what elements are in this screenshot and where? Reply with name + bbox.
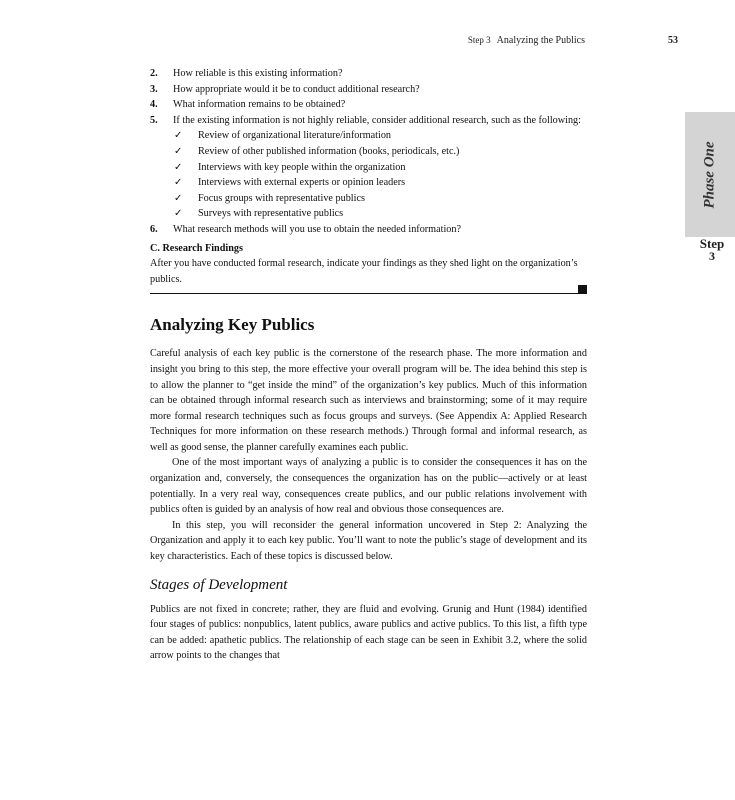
- question-list: [150, 66, 587, 128]
- body-paragraph: Careful analysis of each key public is the cornerstone of the research phase. The more information and insight you bring to this step, the more effective your overall program will be. The idea behind this step is to allow the planner to “get inside the mind” of the organization’s key publics. Much of this information can be obtained through informal research such as interviews and brainstorming; some of it may require more formal research techniques such as focus groups and surveys. (See Appendix A: Applied Research Techniques for more information on these research methods.) Through formal and informal research, as well as good sense, the planner carefully examines each public.: [150, 348, 587, 453]
- question-text: What information remains to be obtained?: [173, 99, 346, 111]
- checklist-item: [150, 191, 587, 207]
- research-findings-heading: C. Research Findings: [150, 242, 243, 254]
- step-marker-number: 3: [709, 249, 715, 263]
- question-text: How appropriate would it be to conduct additional research?: [173, 83, 420, 95]
- checkmark-icon: ✓: [174, 130, 183, 142]
- question-number: 4.: [150, 99, 158, 111]
- page-number: 53: [668, 35, 678, 46]
- running-header: [150, 35, 680, 51]
- checkmark-icon: ✓: [174, 145, 183, 157]
- checklist-item: [150, 175, 587, 191]
- checkmark-icon: ✓: [174, 177, 183, 189]
- question-text: If the existing information is not highly reliable, consider additional research, such as the following:: [173, 114, 581, 126]
- research-checklist: [150, 128, 587, 222]
- question-item: [150, 222, 587, 238]
- checklist-item: [150, 206, 587, 222]
- question-text: What research methods will you use to obtain the needed information?: [173, 223, 461, 235]
- checkmark-icon: ✓: [174, 161, 183, 173]
- checklist-text: Surveys with representative publics: [198, 208, 344, 220]
- question-item: [150, 113, 587, 129]
- subsection-heading: Stages of Development: [150, 576, 288, 593]
- question-number: 3.: [150, 83, 158, 95]
- research-findings-text: After you have conducted formal research, indicate your findings as they shed light on the organization’s publics.: [150, 258, 578, 285]
- checklist-item: [150, 128, 587, 144]
- question-text: How reliable is this existing information?: [173, 68, 343, 79]
- checkmark-icon: ✓: [174, 208, 183, 220]
- checklist-text: Review of other published information (books, periodicals, etc.): [198, 145, 460, 157]
- checkmark-icon: ✓: [174, 192, 183, 204]
- question-item: [150, 82, 587, 98]
- question-number: 6.: [150, 223, 158, 235]
- phase-tab: [685, 112, 735, 237]
- running-title: [468, 35, 585, 46]
- page-content: [150, 66, 587, 664]
- section-heading: Analyzing Key Publics: [150, 315, 315, 335]
- body-paragraph: One of the most important ways of analyzing a public is to consider the consequences it has on the organization and, conversely, the consequences the organization has on the public—actively or at least potentially. In a very real way, consequences create publics, and our public relations involvement with publics often is guided by an analysis of how real and obvious those consequences are.: [150, 457, 587, 516]
- checklist-text: Interviews with external experts or opinion leaders: [198, 177, 406, 189]
- checklist-text: Interviews with key people within the organization: [198, 161, 406, 173]
- body-paragraph: In this step, you will reconsider the general information uncovered in Step 2: Analyzing the Organization and apply it to each key public. You’ll want to note the public’s stage of development and its key characteristics. Each of these topics is discussed below.: [150, 519, 587, 563]
- question-number: 2.: [150, 68, 158, 79]
- checklist-text: Focus groups with representative publics: [198, 192, 365, 204]
- question-item: [150, 97, 587, 113]
- step-marker: [692, 238, 732, 262]
- step-marker-label: Step: [699, 236, 725, 251]
- question-item: [150, 66, 587, 82]
- checklist-item: [150, 160, 587, 176]
- end-mark-icon: [578, 285, 587, 294]
- question-number: 5.: [150, 114, 158, 126]
- phase-tab-label: Phase One: [701, 140, 718, 209]
- running-step: Step 3: [467, 35, 491, 45]
- running-chapter-title: Analyzing the Publics: [496, 35, 585, 46]
- question-list-continued: [150, 222, 587, 238]
- body-paragraph: Publics are not fixed in concrete; rather, they are fluid and evolving. Grunig and Hunt (1984) identified four stages of publics: nonpublics, latent publics, aware publics and active publics. To this list, a fifth type can be added: apathetic publics. The relationship of each stage can be seen in Exhibit 3.2, where the solid arrow points to the changes that: [150, 603, 587, 662]
- checklist-item: [150, 144, 587, 160]
- section-end-rule: [150, 287, 587, 294]
- checklist-text: Review of organizational literature/information: [198, 130, 392, 142]
